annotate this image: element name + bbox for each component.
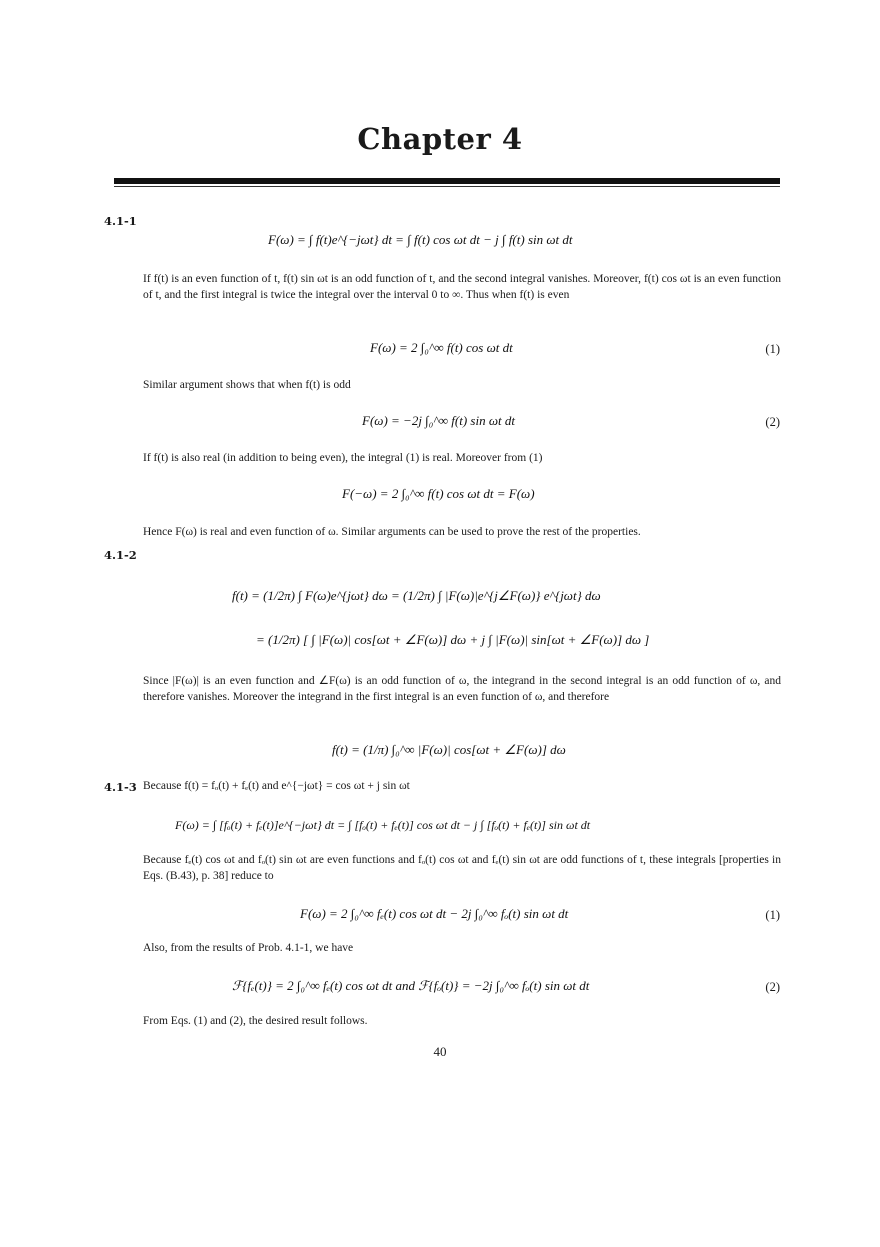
paragraph-4-1-1-b: Similar argument shows that when f(t) is odd — [143, 379, 351, 391]
paragraph-4-1-1-d: Hence F(ω) is real and even function of ω. Similar arguments can be used to prove the rest of the properties. — [143, 526, 641, 538]
paragraph-4-1-3-intro: Because f(t) = fₒ(t) + fₑ(t) and e^{−jωt} = cos ωt + j sin ωt — [143, 780, 410, 792]
problem-label-4-1-2: 4.1-2 — [104, 548, 137, 562]
equation-4-1-1-main — [268, 232, 573, 248]
equation-4-1-3-a: F(ω) = ∫ [fₒ(t) + fₑ(t)]e^{−jωt} dt = ∫ [fₒ(t) + fₑ(t)] cos ωt dt − j ∫ [fₒ(t) + fₑ(t)] sin ωt dt — [175, 818, 591, 832]
equation-number-4-1-3-2: (2) — [765, 980, 780, 994]
equation-4-1-3-1: F(ω) = 2 ∫₀^∞ fₑ(t) cos ωt dt − 2j ∫₀^∞ fₒ(t) sin ωt dt — [300, 906, 569, 921]
paragraph-4-1-2-a: Since |F(ω)| is an even function and ∠F(ω) is an odd function of ω, the integrand in the second integral is an odd function of ω, and therefore vanishes. Moreover the integrand in the first integral is an even function of ω, and therefore — [143, 675, 781, 703]
page-number: 40 — [433, 1044, 447, 1059]
title-rule-thick — [114, 178, 780, 184]
equation-number-4-1-3-1: (1) — [765, 908, 780, 922]
equation-4-1-2-b: = (1/2π) [ ∫ |F(ω)| cos[ωt + ∠F(ω)] dω + j ∫ |F(ω)| sin[ωt + ∠F(ω)] dω ] — [256, 632, 650, 647]
paragraph-4-1-1-c: If f(t) is also real (in addition to being even), the integral (1) is real. Moreover from (1) — [143, 452, 543, 464]
title-rule-thin — [114, 186, 780, 187]
paragraph-4-1-3-b: Also, from the results of Prob. 4.1-1, we have — [143, 942, 354, 954]
equation-4-1-1-3: F(−ω) = 2 ∫₀^∞ f(t) cos ωt dt = F(ω) — [342, 486, 535, 501]
equation-4-1-1-1: F(ω) = 2 ∫₀^∞ f(t) cos ωt dt — [370, 340, 513, 355]
equation-4-1-2-a: f(t) = (1/2π) ∫ F(ω)e^{jωt} dω = (1/2π) ∫ |F(ω)|e^{j∠F(ω)} e^{jωt} dω — [232, 588, 601, 603]
paragraph-4-1-3-c: From Eqs. (1) and (2), the desired result follows. — [143, 1015, 368, 1027]
equation-4-1-1-2: F(ω) = −2j ∫₀^∞ f(t) sin ωt dt — [362, 413, 515, 428]
equation-4-1-2-c: f(t) = (1/π) ∫₀^∞ |F(ω)| cos[ωt + ∠F(ω)] dω — [332, 742, 566, 757]
equation-number-4-1-1-2: (2) — [765, 415, 780, 429]
equation-number-4-1-1-1: (1) — [765, 342, 780, 356]
problem-label-4-1-3: 4.1-3 — [104, 780, 137, 794]
problem-label-4-1-1: 4.1-1 — [104, 214, 137, 228]
chapter-title: Chapter 4 — [357, 122, 523, 156]
equation-4-1-3-2: ℱ{fₑ(t)} = 2 ∫₀^∞ fₑ(t) cos ωt dt and ℱ{fₒ(t)} = −2j ∫₀^∞ fₒ(t) sin ωt dt — [232, 978, 590, 993]
paragraph-4-1-1-a: If f(t) is an even function of t, f(t) sin ωt is an odd function of t, and the second integral vanishes. Moreover, f(t) cos ωt is an even function of t, and the first integral is twice the integral over the interval 0 to ∞. Thus when f(t) is even — [143, 273, 781, 301]
paragraph-4-1-3-a: Because fₑ(t) cos ωt and fₒ(t) sin ωt are even functions and fₒ(t) cos ωt and fₑ(t) sin ωt are odd functions of t, these integrals [properties in Eqs. (B.43), p. 38] reduce to — [143, 854, 781, 882]
equation-text: F(ω) = ∫ f(t)e^{−jωt} dt = ∫ f(t) cos ωt dt − j ∫ f(t) sin ωt dt — [268, 232, 573, 247]
